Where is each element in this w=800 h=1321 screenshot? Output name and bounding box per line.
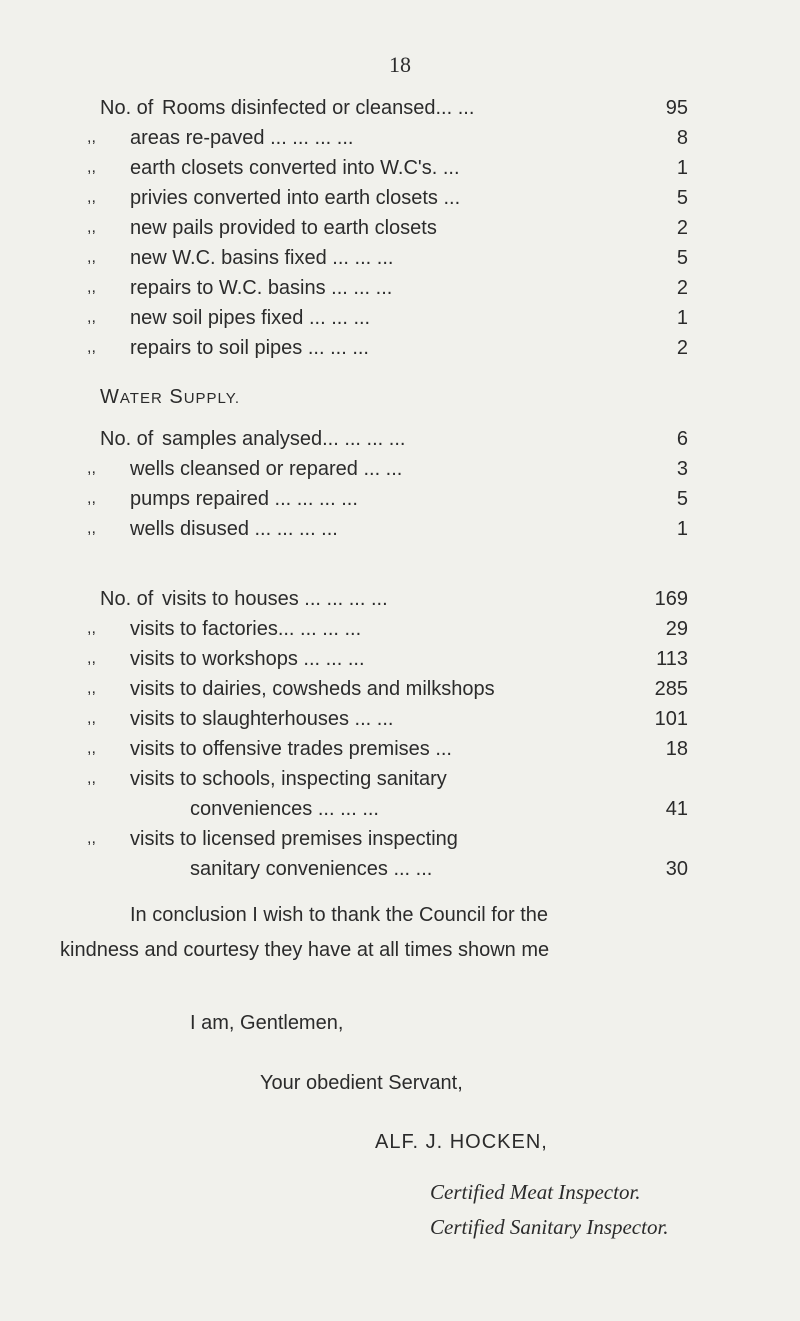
item-value: 8 xyxy=(676,127,688,149)
row-lead: No. of xyxy=(100,428,154,450)
item-value: 5 xyxy=(676,488,688,510)
list-item xyxy=(0,183,800,213)
item-value: 113 xyxy=(656,648,688,670)
ditto-mark: ,, xyxy=(87,490,96,507)
item-value: 1 xyxy=(676,307,688,329)
item-value: 18 xyxy=(665,738,688,760)
item-label: visits to dairies, cowsheds and milkshops xyxy=(130,678,495,700)
item-label: visits to licensed premises inspecting xyxy=(130,828,458,850)
list-item xyxy=(0,584,800,614)
list-item xyxy=(0,674,800,704)
ditto-mark: ,, xyxy=(87,129,96,146)
item-label: visits to workshops ... ... ... xyxy=(130,648,365,670)
ditto-mark: ,, xyxy=(87,159,96,176)
item-label: pumps repaired ... ... ... ... xyxy=(130,488,358,510)
item-label: areas re-paved ... ... ... ... xyxy=(130,127,354,149)
item-value: 5 xyxy=(676,247,688,269)
item-value: 2 xyxy=(676,277,688,299)
signatory-title: Certified Sanitary Inspector. xyxy=(430,1215,669,1239)
valediction: Your obedient Servant, xyxy=(260,1072,463,1094)
item-value: 1 xyxy=(676,518,688,540)
ditto-mark: ,, xyxy=(87,650,96,667)
ditto-mark: ,, xyxy=(87,740,96,757)
item-label: visits to factories... ... ... ... xyxy=(130,618,362,640)
list-item xyxy=(0,243,800,273)
page-number: 18 xyxy=(389,52,411,77)
row-lead: No. of xyxy=(100,588,154,610)
item-value: 6 xyxy=(676,428,688,450)
list-item xyxy=(0,484,800,514)
item-label: repairs to W.C. basins ... ... ... xyxy=(130,277,393,299)
item-value: 2 xyxy=(676,217,688,239)
visits-section xyxy=(0,584,800,884)
item-value: 285 xyxy=(654,678,688,700)
item-label: Rooms disinfected or cleansed... ... xyxy=(162,97,475,119)
ditto-mark: ,, xyxy=(87,770,96,787)
item-label: wells disused ... ... ... ... xyxy=(130,518,338,540)
list-item-continuation xyxy=(0,854,800,884)
list-item xyxy=(0,153,800,183)
item-value: 3 xyxy=(676,458,688,480)
ditto-mark: ,, xyxy=(87,219,96,236)
list-item xyxy=(0,93,800,123)
item-label: new pails provided to earth closets xyxy=(130,217,437,239)
item-label: privies converted into earth closets ... xyxy=(130,187,461,209)
item-label: repairs to soil pipes ... ... ... xyxy=(130,337,369,359)
section-heading-water-supply: WATER SUPPLY. xyxy=(100,386,241,408)
water-section xyxy=(0,424,800,544)
ditto-mark: ,, xyxy=(87,339,96,356)
list-item xyxy=(0,303,800,333)
item-value: 30 xyxy=(665,858,688,880)
item-value: 169 xyxy=(654,588,688,610)
conclusion-line: In conclusion I wish to thank the Council for the xyxy=(130,904,549,926)
row-lead: No. of xyxy=(100,97,154,119)
list-item-continuation xyxy=(0,794,800,824)
ditto-mark: ,, xyxy=(87,680,96,697)
item-label: visits to schools, inspecting sanitary xyxy=(130,768,447,790)
ditto-mark: ,, xyxy=(87,620,96,637)
ditto-mark: ,, xyxy=(87,189,96,206)
ditto-mark: ,, xyxy=(87,309,96,326)
list-item xyxy=(0,123,800,153)
item-label: wells cleansed or repared ... ... xyxy=(130,458,403,480)
list-item xyxy=(0,734,800,764)
item-label: visits to offensive trades premises ... xyxy=(130,738,452,760)
ditto-mark: ,, xyxy=(87,710,96,727)
ditto-mark: ,, xyxy=(87,830,96,847)
list-item xyxy=(0,614,800,644)
item-value: 29 xyxy=(665,618,688,640)
conclusion-line: kindness and courtesy they have at all times shown me xyxy=(60,939,550,961)
item-value: 95 xyxy=(665,97,688,119)
list-item xyxy=(0,644,800,674)
item-value: 1 xyxy=(676,157,688,179)
rooms-section xyxy=(0,93,800,363)
list-item xyxy=(0,213,800,243)
list-item xyxy=(0,764,800,794)
item-value: 5 xyxy=(676,187,688,209)
ditto-mark: ,, xyxy=(87,279,96,296)
list-item xyxy=(0,273,800,303)
salutation: I am, Gentlemen, xyxy=(190,1012,344,1034)
item-value: 2 xyxy=(676,337,688,359)
item-label: samples analysed... ... ... ... xyxy=(162,428,406,450)
signatory-name: ALF. J. HOCKEN, xyxy=(375,1131,548,1153)
item-value: 101 xyxy=(654,708,688,730)
item-label: visits to houses ... ... ... ... xyxy=(162,588,388,610)
list-item xyxy=(0,454,800,484)
ditto-mark: ,, xyxy=(87,520,96,537)
list-item xyxy=(0,424,800,454)
ditto-mark: ,, xyxy=(87,249,96,266)
list-item xyxy=(0,333,800,363)
list-item xyxy=(0,704,800,734)
item-label: new soil pipes fixed ... ... ... xyxy=(130,307,371,329)
item-label-continuation: conveniences ... ... ... xyxy=(190,798,379,820)
item-value: 41 xyxy=(665,798,688,820)
conclusion-paragraph xyxy=(0,898,800,968)
list-item xyxy=(0,514,800,544)
signatory-title: Certified Meat Inspector. xyxy=(430,1180,641,1204)
item-label-continuation: sanitary conveniences ... ... xyxy=(190,858,433,880)
ditto-mark: ,, xyxy=(87,460,96,477)
item-label: earth closets converted into W.C's. ... xyxy=(130,157,460,179)
item-label: new W.C. basins fixed ... ... ... xyxy=(130,247,394,269)
list-item xyxy=(0,824,800,854)
item-label: visits to slaughterhouses ... ... xyxy=(130,708,394,730)
